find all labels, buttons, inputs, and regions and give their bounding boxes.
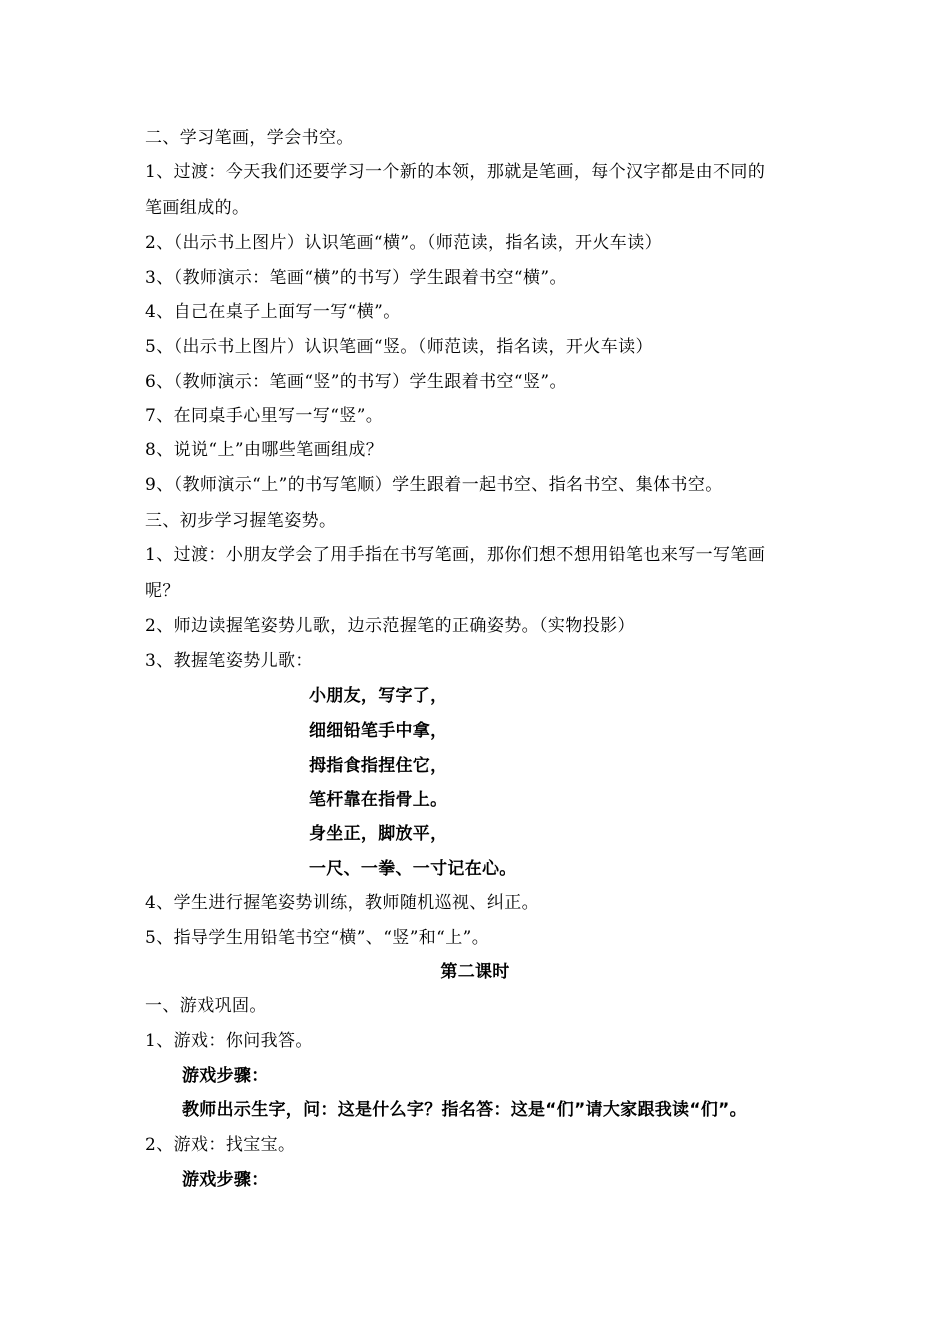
paragraph-line: 8、说说“上”由哪些笔画组成？ xyxy=(145,440,384,460)
paragraph-line: 3、（教师演示：笔画“横”的书写）学生跟着书空“横”。 xyxy=(145,268,567,288)
paragraph-line: 呢？ xyxy=(145,581,180,601)
game-steps-label: 游戏步骤： xyxy=(182,1170,269,1190)
paragraph-line: 6、（教师演示：笔画“竖”的书写）学生跟着书空“竖”。 xyxy=(145,372,567,392)
paragraph-line: 7、在同桌手心里写一写“竖”。 xyxy=(145,406,384,426)
poem-line: 拇指食指捏住它， xyxy=(309,756,448,776)
poem-line: 小朋友，写字了， xyxy=(309,686,448,706)
section-heading-game: 一、游戏巩固。 xyxy=(145,996,267,1016)
paragraph-line: 4、学生进行握笔姿势训练，教师随机巡视、纠正。 xyxy=(145,893,540,913)
poem-line: 身坐正，脚放平， xyxy=(309,824,448,844)
paragraph-line: 笔画组成的。 xyxy=(145,198,250,218)
paragraph-line: 3、教握笔姿势儿歌： xyxy=(145,651,313,671)
paragraph-line: 5、指导学生用铅笔书空“横”、“竖”和“上”。 xyxy=(145,928,490,948)
lesson-heading: 第二课时 xyxy=(440,962,510,982)
paragraph-line: 1、过渡：小朋友学会了用手指在书写笔画，那你们想不想用铅笔也来写一写笔画 xyxy=(145,545,766,565)
paragraph-line: 1、游戏：你问我答。 xyxy=(145,1031,313,1051)
poem-line: 笔杆靠在指骨上。 xyxy=(309,790,448,810)
section-heading-grip: 三、初步学习握笔姿势。 xyxy=(145,511,337,531)
paragraph-line: 4、自己在桌子上面写一写“横”。 xyxy=(145,302,401,322)
paragraph-line: 1、过渡：今天我们还要学习一个新的本领，那就是笔画，每个汉字都是由不同的 xyxy=(145,162,766,182)
game-steps-text: 教师出示生字，问：这是什么字？指名答：这是“们”请大家跟我读“们”。 xyxy=(182,1100,747,1120)
paragraph-line: 2、游戏：找宝宝。 xyxy=(145,1135,296,1155)
section-heading-strokes: 二、学习笔画，学会书空。 xyxy=(145,128,354,148)
paragraph-line: 9、（教师演示“上”的书写笔顺）学生跟着一起书空、指名书空、集体书空。 xyxy=(145,475,723,495)
paragraph-line: 2、师边读握笔姿势儿歌，边示范握笔的正确姿势。（实物投影） xyxy=(145,616,635,636)
game-steps-label: 游戏步骤： xyxy=(182,1066,269,1086)
paragraph-line: 2、（出示书上图片）认识笔画“横”。（师范读，指名读，开火车读） xyxy=(145,233,662,253)
poem-line: 一尺、一拳、一寸记在心。 xyxy=(309,859,517,879)
poem-line: 细细铅笔手中拿， xyxy=(309,721,448,741)
paragraph-line: 5、（出示书上图片）认识笔画“竖。（师范读，指名读，开火车读） xyxy=(145,337,653,357)
